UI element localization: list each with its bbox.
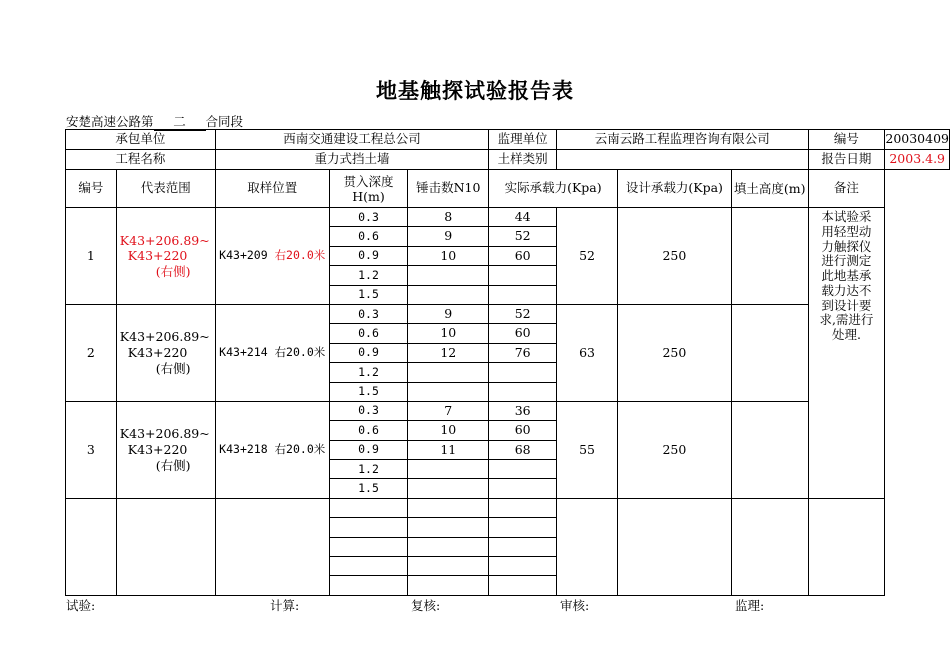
group-no: 2: [66, 304, 117, 401]
depth-cell: 0.3: [329, 401, 408, 420]
empty-value: [489, 498, 557, 517]
range-end: K43+220: [127, 345, 188, 361]
empty-blows: [408, 557, 489, 576]
group-range: [116, 304, 215, 401]
header-fill-height: 填土高度(m): [731, 170, 808, 208]
bearing-value-cell: 36: [489, 401, 557, 420]
depth-cell: 1.2: [329, 266, 408, 285]
depth-cell: 0.9: [329, 246, 408, 265]
range-start: K43+206.89~: [119, 329, 210, 345]
blows-cell: [408, 266, 489, 285]
contract-section: 二: [154, 112, 206, 131]
number-label: 编号: [808, 130, 885, 150]
empty-remark: [808, 498, 885, 595]
position-station: K43+218: [219, 442, 275, 457]
project-name-value: 重力式挡土墙: [215, 150, 488, 170]
group-position: [215, 401, 329, 498]
footer-test: 试验:: [66, 598, 96, 613]
soil-type-value: [557, 150, 808, 170]
blows-cell: 10: [408, 246, 489, 265]
bearing-value-cell: 68: [489, 440, 557, 459]
empty-depth: [329, 518, 408, 537]
empty-fill: [731, 498, 808, 595]
blows-cell: 9: [408, 304, 489, 323]
depth-cell: 0.6: [329, 227, 408, 246]
supervisor-value: 云南云路工程监理咨询有限公司: [557, 130, 808, 150]
number-value: 20030409: [885, 130, 950, 150]
contractor-label: 承包单位: [66, 130, 216, 150]
empty-value: [489, 576, 557, 595]
header-blows: 锤击数N10: [408, 170, 489, 208]
bearing-value-cell: [489, 479, 557, 498]
bearing-value-cell: [489, 460, 557, 479]
depth-cell: 1.2: [329, 460, 408, 479]
empty-depth: [329, 498, 408, 517]
footer-review: 复核:: [411, 598, 441, 613]
depth-cell: 0.6: [329, 421, 408, 440]
blows-cell: 10: [408, 324, 489, 343]
empty-depth: [329, 557, 408, 576]
range-side: (右侧): [155, 360, 191, 376]
depth-cell: 1.5: [329, 382, 408, 401]
group-no: 3: [66, 401, 117, 498]
fill-height: [731, 401, 808, 498]
blows-cell: [408, 285, 489, 304]
signature-footer: [0, 596, 950, 612]
group-position: [215, 304, 329, 401]
blows-cell: [408, 460, 489, 479]
report-date-value: 2003.4.9: [885, 150, 950, 170]
bearing-value-cell: [489, 266, 557, 285]
bearing-value-cell: 52: [489, 304, 557, 323]
bearing-value-cell: [489, 363, 557, 382]
header-design: 设计承载力(Kpa): [617, 170, 731, 208]
range-side: (右侧): [155, 457, 191, 473]
blows-cell: 10: [408, 421, 489, 440]
bearing-value-cell: 52: [489, 227, 557, 246]
actual-bearing: 55: [557, 401, 618, 498]
footer-audit: 审核:: [560, 598, 590, 613]
empty-range: [116, 498, 215, 595]
header-position: 取样位置: [215, 170, 329, 208]
depth-cell: 0.9: [329, 343, 408, 362]
header-actual: 实际承载力(Kpa): [489, 170, 618, 208]
depth-cell: 1.2: [329, 363, 408, 382]
position-offset: 右20.0米: [274, 248, 326, 263]
depth-cell: 0.3: [329, 208, 408, 227]
range-side: (右侧): [155, 263, 191, 279]
bearing-value-cell: 60: [489, 421, 557, 440]
blows-cell: 8: [408, 208, 489, 227]
depth-cell: 1.5: [329, 285, 408, 304]
empty-no: [66, 498, 117, 595]
project-prefix: 安楚高速公路第: [66, 114, 154, 129]
blows-cell: [408, 479, 489, 498]
info-row-1: [66, 130, 950, 150]
empty-blows: [408, 537, 489, 556]
project-suffix: 合同段: [205, 114, 244, 129]
blows-cell: [408, 382, 489, 401]
contractor-value: 西南交通建设工程总公司: [215, 130, 488, 150]
position-offset: 右20.0米: [274, 442, 326, 457]
project-name-label: 工程名称: [66, 150, 216, 170]
remark-cell: 本试验采用轻型动力触探仪进行测定此地基承载力达不到设计要求,需进行处理.: [808, 208, 885, 499]
info-row-2: [66, 150, 950, 170]
group-range: [116, 401, 215, 498]
empty-blows: [408, 576, 489, 595]
position-station: K43+209: [219, 248, 275, 263]
range-end: K43+220: [127, 442, 188, 458]
bearing-value-cell: 44: [489, 208, 557, 227]
supervisor-label: 监理单位: [489, 130, 557, 150]
empty-blows: [408, 498, 489, 517]
empty-depth: [329, 537, 408, 556]
blows-cell: 9: [408, 227, 489, 246]
blows-cell: 7: [408, 401, 489, 420]
position-station: K43+214: [219, 345, 275, 360]
range-start: K43+206.89~: [119, 232, 210, 248]
empty-value: [489, 537, 557, 556]
position-offset: 右20.0米: [274, 345, 326, 360]
bearing-value-cell: [489, 285, 557, 304]
soil-type-label: 土样类别: [489, 150, 557, 170]
depth-cell: 0.6: [329, 324, 408, 343]
group-no: 1: [66, 208, 117, 305]
group-position: [215, 208, 329, 305]
design-bearing: 250: [617, 401, 731, 498]
blows-cell: 11: [408, 440, 489, 459]
empty-actual: [557, 498, 618, 595]
empty-value: [489, 557, 557, 576]
design-bearing: 250: [617, 208, 731, 305]
range-start: K43+206.89~: [119, 426, 210, 442]
header-no: 编号: [66, 170, 117, 208]
bearing-value-cell: 76: [489, 343, 557, 362]
bearing-value-cell: 60: [489, 324, 557, 343]
group-range: [116, 208, 215, 305]
empty-design: [617, 498, 731, 595]
column-header-row: [66, 170, 950, 208]
footer-supervise: 监理:: [735, 598, 765, 613]
empty-blows: [408, 518, 489, 537]
table-row: [66, 208, 950, 227]
header-remark: 备注: [808, 170, 885, 208]
depth-cell: 0.9: [329, 440, 408, 459]
footer-calc: 计算:: [270, 598, 300, 613]
empty-position: [215, 498, 329, 595]
fill-height: [731, 304, 808, 401]
bearing-value-cell: [489, 382, 557, 401]
empty-row: [66, 498, 950, 517]
header-range: 代表范围: [116, 170, 215, 208]
empty-value: [489, 518, 557, 537]
report-date-label: 报告日期: [808, 150, 885, 170]
report-table: [65, 129, 950, 596]
blows-cell: 12: [408, 343, 489, 362]
blows-cell: [408, 363, 489, 382]
report-title: 地基触探试验报告表: [376, 79, 574, 103]
design-bearing: 250: [617, 304, 731, 401]
data-body: [66, 208, 950, 596]
range-end: K43+220: [127, 248, 188, 264]
depth-cell: 1.5: [329, 479, 408, 498]
actual-bearing: 52: [557, 208, 618, 305]
fill-height: [731, 208, 808, 305]
header-depth: 贯入深度H(m): [329, 170, 408, 208]
depth-cell: 0.3: [329, 304, 408, 323]
bearing-value-cell: 60: [489, 246, 557, 265]
empty-depth: [329, 576, 408, 595]
actual-bearing: 63: [557, 304, 618, 401]
